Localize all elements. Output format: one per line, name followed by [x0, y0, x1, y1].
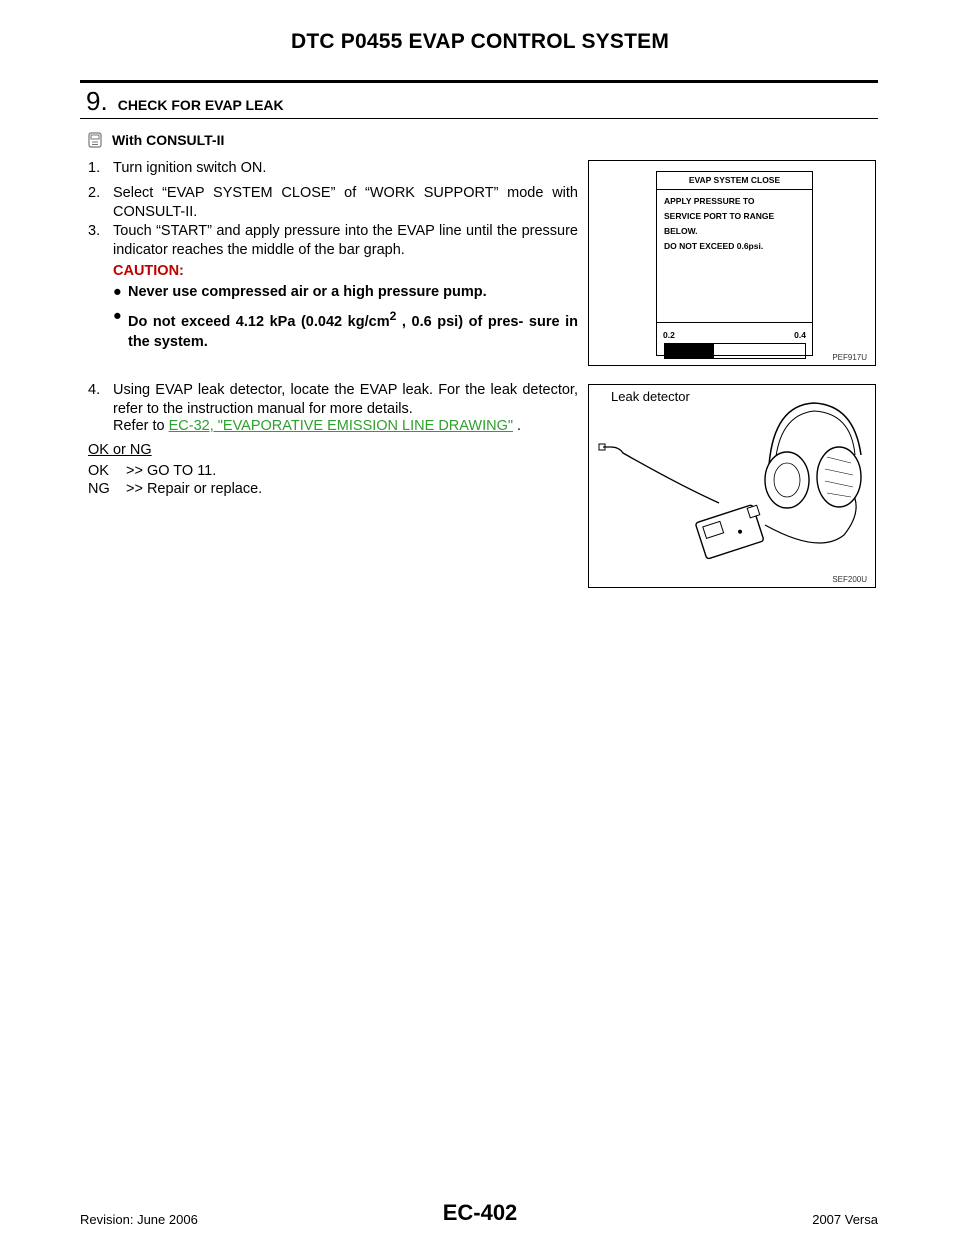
footer-revision: Revision: June 2006	[80, 1212, 198, 1227]
step-title: CHECK FOR EVAP LEAK	[117, 97, 284, 113]
consult-tool-icon	[88, 132, 102, 148]
decision-label: OK or NG	[88, 442, 152, 458]
header-rule	[80, 80, 878, 83]
result-ng: NG >> Repair or replace.	[88, 481, 263, 497]
step-item: 4. Using EVAP leak detector, locate the EVAP leak. For the leak detector, refer to the instruction manual for more details.	[88, 382, 578, 417]
scale-max: 0.4	[794, 330, 806, 340]
step-rule	[80, 118, 878, 119]
reference-link[interactable]: EC-32, "EVAPORATIVE EMISSION LINE DRAWING"	[168, 418, 514, 434]
consult-screen	[656, 171, 813, 356]
screen-title: EVAP SYSTEM CLOSE	[657, 172, 812, 190]
caution-bullet: ● Never use compressed air or a high pressure pump.	[113, 284, 487, 300]
caution-label: CAUTION:	[113, 263, 184, 279]
caution-bullet: ● Do not exceed 4.12 kPa (0.042 $kg/cm^2$ , 0.6 psi) of pres- sure in the system.	[113, 308, 579, 350]
figure-consult-screen	[588, 160, 876, 366]
pressure-bar	[664, 343, 806, 359]
step-number: 9	[86, 86, 101, 116]
leak-detector-illustration	[589, 385, 875, 587]
figure-leak-detector	[588, 384, 876, 588]
bullet-icon: ●	[113, 308, 122, 324]
result-ok: OK >> GO TO 11.	[88, 463, 217, 479]
bullet-icon: ●	[113, 284, 122, 300]
step-item: 2. Select “EVAP SYSTEM CLOSE” of “WORK SUPPORT” mode with CONSULT-II.	[88, 185, 578, 220]
step-item: 3. Touch “START” and apply pressure into the EVAP line until the pressure indicator reaches the middle of the bar graph.	[88, 223, 578, 258]
pressure-bar-fill	[665, 344, 714, 358]
scale-min: 0.2	[663, 330, 675, 340]
figure-id: PEF917U	[832, 353, 867, 362]
step-heading: 9 . CHECK FOR EVAP LEAK	[86, 86, 284, 116]
footer-model: 2007 Versa	[812, 1212, 878, 1227]
consult-label: With CONSULT-II	[88, 132, 224, 148]
reference: Refer to EC-32, "EVAPORATIVE EMISSION LINE DRAWING" .	[113, 418, 522, 434]
screen-message: APPLY PRESSURE TO SERVICE PORT TO RANGE BELOW. DO NOT EXCEED 0.6psi.	[664, 196, 775, 251]
figure-label: Leak detector	[611, 389, 690, 404]
page-number: EC-402	[442, 1200, 518, 1225]
figure-id: SEF200U	[832, 575, 867, 584]
step-item: 1. Turn ignition switch ON.	[88, 160, 267, 176]
page-title: DTC P0455 EVAP CONTROL SYSTEM	[290, 30, 670, 53]
